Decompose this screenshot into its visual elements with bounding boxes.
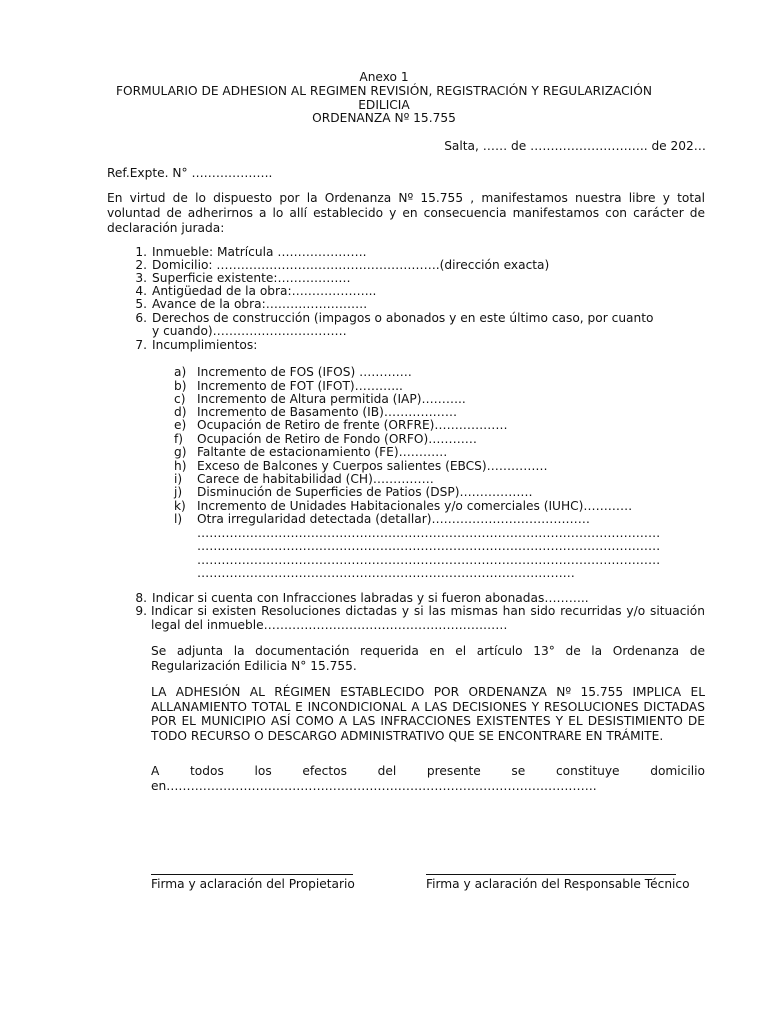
domicile-paragraph: A todos los efectos del presente se constituye domicilio en……………………………………………………………………………………………. xyxy=(151,764,705,793)
subitem-letter: f) xyxy=(174,432,184,446)
item-number: 9. xyxy=(135,604,147,618)
attachment-paragraph: Se adjunta la documentación requerida en el artículo 13° de la Ordenanza de Regularización Edilicia N° 15.755. xyxy=(151,644,705,673)
item-number: 1. xyxy=(135,245,147,259)
subitem-orfre: Ocupación de Retiro de frente (ORFRE)……………… xyxy=(197,418,508,432)
item-number: 8. xyxy=(135,591,147,605)
form-title: FORMULARIO DE ADHESION AL REGIMEN REVISIÓN, REGISTRACIÓN Y REGULARIZACIÓN xyxy=(116,84,652,98)
item-number: 4. xyxy=(135,284,147,298)
form-title-continued: EDILICIA xyxy=(358,98,410,112)
item-breaches: Incumplimientos: xyxy=(152,338,258,352)
item-resolutions: Indicar si existen Resoluciones dictadas y si las mismas han sido recurridas y/o situación legal del inmueble…………………………………………………… xyxy=(151,604,705,632)
fill-line: …………………………………………………………………………………………………… xyxy=(197,553,661,567)
item-number: 6. xyxy=(135,311,147,325)
item-construction-rights: Derechos de construcción (impagos o abonados y en este último caso, por cuanto xyxy=(152,311,654,325)
intro-paragraph: En virtud de lo dispuesto por la Ordenanza Nº 15.755 , manifestamos nuestra libre y total voluntad de adherirnos a lo allí establecido y en consecuencia manifestamos con carácter de declaración jurada: xyxy=(107,191,705,235)
ordinance-title: ORDENANZA Nº 15.755 xyxy=(312,111,456,125)
subitem-letter: c) xyxy=(174,392,186,406)
technical-signature-caption: Firma y aclaración del Responsable Técnico xyxy=(426,877,690,891)
item-property-registration: Inmueble: Matrícula …………………. xyxy=(152,245,367,259)
technical-signature-line xyxy=(426,874,676,875)
item-age: Antigüedad de la obra:………………... xyxy=(152,284,377,298)
subitem-letter: d) xyxy=(174,405,187,419)
item-address: Domicilio: ……………………………………………….(dirección exacta) xyxy=(152,258,550,272)
subitem-orfo: Ocupación de Retiro de Fondo (ORFO)………… xyxy=(197,432,477,446)
place-date-line: Salta, …… de ……………………….. de 202… xyxy=(444,139,706,153)
subitem-other: Otra irregularidad detectada (detallar)………………………………… xyxy=(197,512,590,526)
subitem-letter: j) xyxy=(174,485,183,499)
owner-signature-caption: Firma y aclaración del Propietario xyxy=(151,877,355,891)
subitem-iuhc: Incremento de Unidades Habitacionales y/o comerciales (IUHC)………… xyxy=(197,499,633,513)
subitem-dsp: Disminución de Superficies de Patios (DSP)……………… xyxy=(197,485,533,499)
subitem-ch: Carece de habitabilidad (CH)…………… xyxy=(197,472,434,486)
subitem-fe: Faltante de estacionamiento (FE)………… xyxy=(197,445,448,459)
subitem-ifos: Incremento de FOS (IFOS) …………. xyxy=(197,365,412,379)
subitem-ib: Incremento de Basamento (IB)……………… xyxy=(197,405,458,419)
item-number: 5. xyxy=(135,297,147,311)
item-number: 7. xyxy=(135,338,147,352)
fill-line: ………………………………………………………………………………… xyxy=(197,566,575,580)
reference-file: Ref.Expte. N° ……………….. xyxy=(107,166,273,180)
fill-line: …………………………………………………………………………………………………… xyxy=(197,526,661,540)
annex-label: Anexo 1 xyxy=(359,70,409,84)
subitem-letter: e) xyxy=(174,418,187,432)
item-construction-rights-continued: y cuando)…………………………… xyxy=(152,324,347,338)
subitem-ebcs: Exceso de Balcones y Cuerpos salientes (EBCS)…………… xyxy=(197,459,548,473)
item-surface: Superficie existente:……………… xyxy=(152,271,351,285)
subitem-letter: b) xyxy=(174,379,187,393)
item-infractions: Indicar si cuenta con Infracciones labradas y si fueron abonadas……….. xyxy=(152,591,589,605)
subitem-letter: h) xyxy=(174,459,187,473)
item-number: 2. xyxy=(135,258,147,272)
item-progress: Avance de la obra:……………………. xyxy=(152,297,368,311)
subitem-letter: a) xyxy=(174,365,187,379)
subitem-iap: Incremento de Altura permitida (IAP)……….. xyxy=(197,392,466,406)
subitem-letter: g) xyxy=(174,445,187,459)
owner-signature-line xyxy=(151,874,353,875)
subitem-letter: k) xyxy=(174,499,186,513)
legal-notice: LA ADHESIÓN AL RÉGIMEN ESTABLECIDO POR ORDENANZA Nº 15.755 IMPLICA EL ALLANAMIENTO TOTAL E INCONDICIONAL A LAS DECISIONES Y RESOLUCIONES DICTADAS POR EL MUNICIPIO ASÍ COMO A LAS INFRACCIONES EXISTENTES Y EL DESISTIMIENTO DE TODO RECURSO O DESCARGO ADMINISTRATIVO QUE SE ENCONTRARE EN TRÁMITE. xyxy=(151,685,705,743)
item-number: 3. xyxy=(135,271,147,285)
subitem-letter: i) xyxy=(174,472,183,486)
subitem-letter: l) xyxy=(174,512,183,526)
subitem-ifot: Incremento de FOT (IFOT)………... xyxy=(197,379,403,393)
fill-line: …………………………………………………………………………………………………… xyxy=(197,539,661,553)
